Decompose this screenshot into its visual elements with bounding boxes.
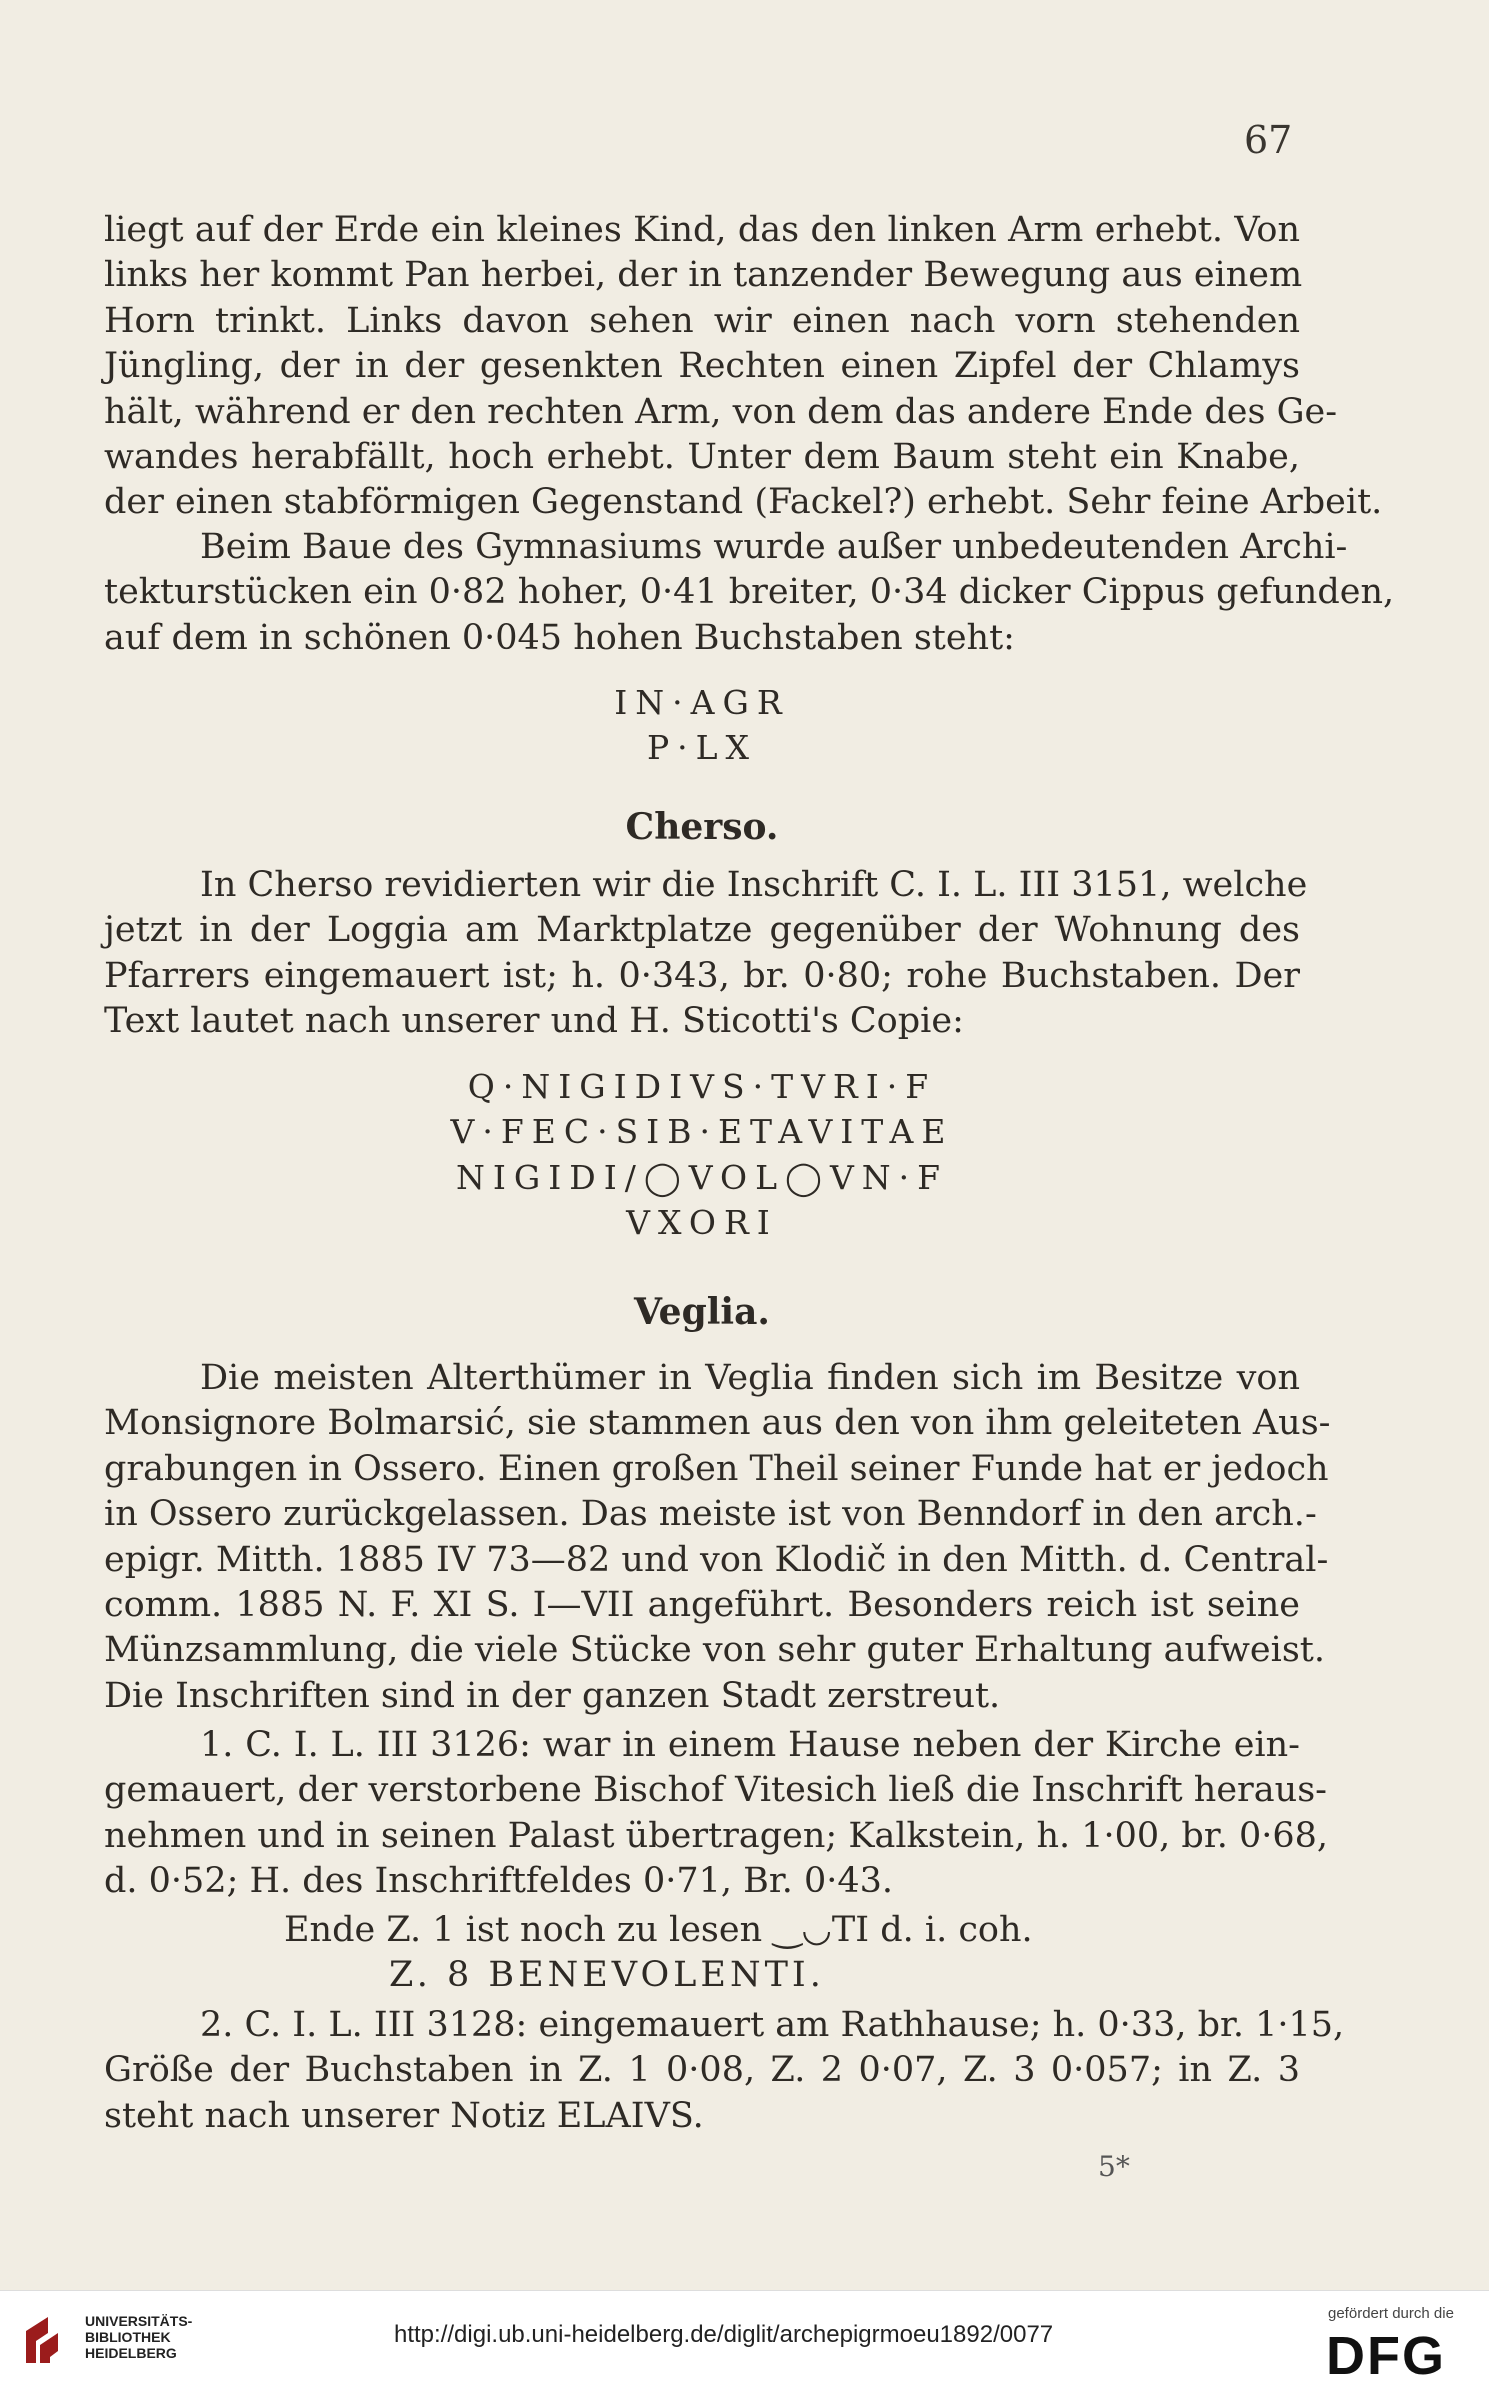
- dfg-logo: DFG: [1326, 2326, 1446, 2386]
- university-logo-icon: [18, 2311, 78, 2371]
- text-line: 1. C. I. L. III 3126: war in einem Hause neben der Kirche ein-: [200, 1725, 1300, 1765]
- section-heading: Veglia.: [634, 1291, 770, 1333]
- text-line: hält, während er den rechten Arm, von dem das andere Ende des Ge-: [104, 391, 1338, 432]
- institution-name: [85, 2313, 192, 2361]
- text-line: Die Inschriften sind in der ganzen Stadt zerstreut.: [104, 1675, 1001, 1716]
- text-line: Münzsammlung, die viele Stücke von sehr guter Erhaltung aufweist.: [104, 1630, 1325, 1671]
- text-line: gemauert, der verstorbene Bischof Vitesich ließ die Inschrift heraus-: [104, 1770, 1327, 1811]
- institution-line: UNIVERSITÄTS-: [85, 2313, 193, 2329]
- institution-line: HEIDELBERG: [85, 2345, 177, 2361]
- funded-by-label: gefördert durch die: [1328, 2305, 1454, 2322]
- text-line: In Cherso revidierten wir die Inschrift C. I. L. III 3151, welche: [200, 865, 1308, 905]
- text-line: in Ossero zurückgelassen. Das meiste ist von Benndorf in den arch.-: [104, 1494, 1317, 1535]
- text-line: steht nach unserer Notiz ELAIVS.: [104, 2095, 704, 2136]
- paragraph-3: [104, 863, 1308, 1045]
- text-line: Größe der Buchstaben in Z. 1 0·08, Z. 2 0·07, Z. 3 0·057; in Z. 3: [104, 2050, 1300, 2091]
- text-line: Monsignore Bolmarsić, sie stammen aus den von ihm geleiteten Aus-: [104, 1403, 1331, 1444]
- signature-mark: 5*: [1098, 2150, 1130, 2183]
- paragraph-6: [104, 2003, 1345, 2139]
- text-line: liegt auf der Erde ein kleines Kind, das den linken Arm erhebt. Von: [104, 210, 1300, 250]
- text-line: Beim Baue des Gymnasiums wurde außer unbedeutenden Archi-: [200, 527, 1348, 567]
- paragraph-5: [104, 1723, 1329, 1905]
- heading-veglia-block: [104, 1290, 1300, 1335]
- text-line: Text lautet nach unserer und H. Sticotti's Copie:: [104, 1001, 964, 1042]
- section-heading: Cherso.: [625, 806, 779, 848]
- paragraph-4: [104, 1356, 1331, 1719]
- inscription-line: NIGIDI∕◯VOL◯VN·F: [455, 1157, 949, 1197]
- text-line: comm. 1885 N. F. XI S. I—VII angeführt. Besonders reich ist seine: [104, 1584, 1300, 1625]
- text-line: links her kommt Pan herbei, der in tanzender Bewegung aus einem: [104, 255, 1303, 296]
- ende-line: Ende Z. 1 ist noch zu lesen ‿◡ΤΙ d. i. coh.: [284, 1910, 1033, 1950]
- text-line: der einen stabförmigen Gegenstand (Fackel?) erhebt. Sehr feine Arbeit.: [104, 482, 1383, 523]
- inscription-1: [104, 680, 1300, 771]
- inscription-line: P·LX: [646, 728, 758, 768]
- text-line: grabungen in Ossero. Einen großen Theil seiner Funde hat er jedoch: [104, 1448, 1329, 1489]
- text-line: wandes herabfällt, hoch erhebt. Unter dem Baum steht ein Knabe,: [104, 436, 1300, 477]
- z8-line: Z. 8 BENEVOLENTI.: [389, 1955, 825, 1996]
- text-line: d. 0·52; H. des Inschriftfeldes 0·71, Br. 0·43.: [104, 1861, 894, 1902]
- source-url-link[interactable]: http://digi.ub.uni-heidelberg.de/diglit/archepigrmoeu1892/0077: [394, 2321, 1054, 2348]
- text-line: Horn trinkt. Links davon sehen wir einen nach vorn stehenden: [104, 300, 1300, 341]
- text-line: tekturstücken ein 0·82 hoher, 0·41 breiter, 0·34 dicker Cippus gefunden,: [104, 572, 1395, 613]
- text-line: Jüngling, der in der gesenkten Rechten einen Zipfel der Chlamys: [104, 346, 1300, 387]
- page-number: 67: [1244, 118, 1293, 162]
- inscription-2: [104, 1064, 1300, 1246]
- inscription-notes: [104, 1908, 1300, 1999]
- inscription-line: VXORI: [626, 1203, 778, 1243]
- text-line: 2. C. I. L. III 3128: eingemauert am Rathhause; h. 0·33, br. 1·15,: [200, 2005, 1345, 2045]
- text-line: jetzt in der Loggia am Marktplatze gegenüber der Wohnung des: [104, 910, 1300, 951]
- text-line: nehmen und in seinen Palast übertragen; Kalkstein, h. 1·00, br. 0·68,: [104, 1815, 1329, 1856]
- inscription-line: V·FEC·SIB·ETAVITAE: [450, 1112, 954, 1152]
- text-line: epigr. Mitth. 1885 IV 73—82 und von Klodič in den Mitth. d. Central-: [104, 1539, 1329, 1580]
- footer-bar: [0, 2290, 1489, 2388]
- institution-line: BIBLIOTHEK: [85, 2329, 171, 2345]
- heading-cherso-block: [104, 805, 1300, 850]
- paragraph-2: [104, 525, 1395, 661]
- text-line: auf dem in schönen 0·045 hohen Buchstaben steht:: [104, 617, 1015, 658]
- text-line: Die meisten Alterthümer in Veglia finden sich im Besitze von: [200, 1358, 1300, 1398]
- paragraph-1: [104, 208, 1383, 526]
- inscription-line: IN·AGR: [614, 683, 790, 722]
- inscription-line: Q·NIGIDIVS·TVRI·F: [467, 1067, 937, 1106]
- text-line: Pfarrers eingemauert ist; h. 0·343, br. 0·80; rohe Buchstaben. Der: [104, 955, 1300, 996]
